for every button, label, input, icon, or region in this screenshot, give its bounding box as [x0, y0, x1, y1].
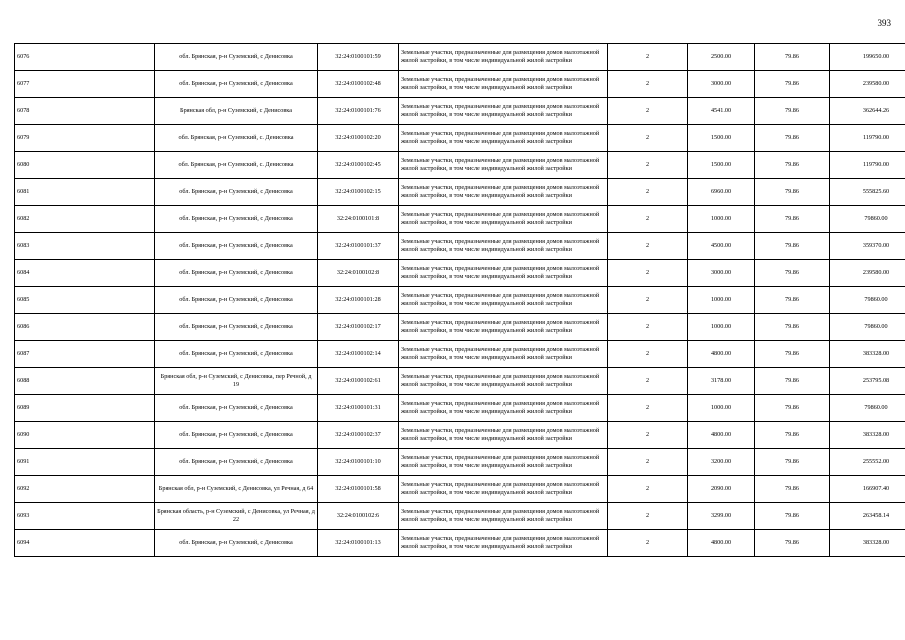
address-cell: обл. Брянская, р-н Суземский, с Денисовка [155, 260, 318, 287]
row-number-cell: 6091 [15, 449, 155, 476]
group-code-cell: 2 [608, 98, 688, 125]
cadastral-value-cell: 362644.26 [830, 98, 905, 125]
specific-value-cell: 79.86 [755, 260, 830, 287]
address-cell: Брянская обл, р-н Суземский, с Денисовка, пер Речной, д 19 [155, 368, 318, 395]
cadastral-number-cell: 32:24:0100102:20 [318, 125, 399, 152]
group-code-cell: 2 [608, 395, 688, 422]
cadastral-value-cell: 166907.40 [830, 476, 905, 503]
area-cell: 4800.00 [688, 422, 755, 449]
specific-value-cell: 79.86 [755, 233, 830, 260]
land-category-cell: Земельные участки, предназначенные для размещения домов малоэтажной жилой застройки, в том числе индивидуальной жилой застройки [399, 71, 608, 98]
area-cell: 3299.00 [688, 503, 755, 530]
group-code-cell: 2 [608, 476, 688, 503]
area-cell: 3200.00 [688, 449, 755, 476]
cadastral-value-cell: 383328.00 [830, 422, 905, 449]
group-code-cell: 2 [608, 314, 688, 341]
specific-value-cell: 79.86 [755, 368, 830, 395]
specific-value-cell: 79.86 [755, 530, 830, 557]
table-row [15, 71, 905, 98]
area-cell: 3178.00 [688, 368, 755, 395]
cadastral-value-cell: 199650.00 [830, 44, 905, 71]
cadastral-number-cell: 32:24:0100102:45 [318, 152, 399, 179]
specific-value-cell: 79.86 [755, 287, 830, 314]
area-cell: 1000.00 [688, 314, 755, 341]
row-number-cell: 6089 [15, 395, 155, 422]
land-category-cell: Земельные участки, предназначенные для размещения домов малоэтажной жилой застройки, в том числе индивидуальной жилой застройки [399, 125, 608, 152]
cadastral-value-cell: 79860.00 [830, 395, 905, 422]
specific-value-cell: 79.86 [755, 206, 830, 233]
group-code-cell: 2 [608, 179, 688, 206]
area-cell: 2090.00 [688, 476, 755, 503]
group-code-cell: 2 [608, 530, 688, 557]
specific-value-cell: 79.86 [755, 98, 830, 125]
cadastral-value-cell: 263458.14 [830, 503, 905, 530]
address-cell: обл. Брянская, р-н Суземский, с Денисовка [155, 206, 318, 233]
address-cell: обл. Брянская, р-н Суземский, с. Денисовка [155, 125, 318, 152]
cadastral-value-cell: 383328.00 [830, 341, 905, 368]
cadastral-number-cell: 32:24:0100102:17 [318, 314, 399, 341]
specific-value-cell: 79.86 [755, 503, 830, 530]
address-cell: обл. Брянская, р-н Суземский, с Денисовка [155, 179, 318, 206]
land-category-cell: Земельные участки, предназначенные для размещения домов малоэтажной жилой застройки, в том числе индивидуальной жилой застройки [399, 341, 608, 368]
specific-value-cell: 79.86 [755, 179, 830, 206]
table-row [15, 341, 905, 368]
address-cell: Брянская обл, р-н Суземский, с Денисовка, ул Речная, д 64 [155, 476, 318, 503]
row-number-cell: 6092 [15, 476, 155, 503]
cadastral-number-cell: 32:24:0100101:31 [318, 395, 399, 422]
address-cell: обл. Брянская, р-н Суземский, с Денисовка [155, 395, 318, 422]
land-category-cell: Земельные участки, предназначенные для размещения домов малоэтажной жилой застройки, в том числе индивидуальной жилой застройки [399, 287, 608, 314]
land-category-cell: Земельные участки, предназначенные для размещения домов малоэтажной жилой застройки, в том числе индивидуальной жилой застройки [399, 179, 608, 206]
row-number-cell: 6081 [15, 179, 155, 206]
cadastral-number-cell: 32:24:0100102:48 [318, 71, 399, 98]
land-category-cell: Земельные участки, предназначенные для размещения домов малоэтажной жилой застройки, в том числе индивидуальной жилой застройки [399, 260, 608, 287]
cadastral-value-cell: 239580.00 [830, 71, 905, 98]
land-category-cell: Земельные участки, предназначенные для размещения домов малоэтажной жилой застройки, в том числе индивидуальной жилой застройки [399, 422, 608, 449]
table-row [15, 422, 905, 449]
cadastral-value-cell: 239580.00 [830, 260, 905, 287]
specific-value-cell: 79.86 [755, 71, 830, 98]
specific-value-cell: 79.86 [755, 476, 830, 503]
table-row [15, 530, 905, 557]
land-category-cell: Земельные участки, предназначенные для размещения домов малоэтажной жилой застройки, в том числе индивидуальной жилой застройки [399, 98, 608, 125]
cadastral-value-cell: 119790.00 [830, 152, 905, 179]
row-number-cell: 6086 [15, 314, 155, 341]
row-number-cell: 6082 [15, 206, 155, 233]
group-code-cell: 2 [608, 233, 688, 260]
group-code-cell: 2 [608, 341, 688, 368]
row-number-cell: 6085 [15, 287, 155, 314]
address-cell: Брянская обл, р-н Суземский, с Денисовка [155, 98, 318, 125]
address-cell: Брянская область, р-н Суземский, с Денисовка, ул Речная, д 22 [155, 503, 318, 530]
address-cell: обл. Брянская, р-н Суземский, с Денисовка [155, 422, 318, 449]
table-row [15, 476, 905, 503]
cadastral-number-cell: 32:24:0100101:58 [318, 476, 399, 503]
row-number-cell: 6084 [15, 260, 155, 287]
land-registry-table [14, 43, 905, 557]
table-row [15, 44, 905, 71]
land-category-cell: Земельные участки, предназначенные для размещения домов малоэтажной жилой застройки, в том числе индивидуальной жилой застройки [399, 449, 608, 476]
land-category-cell: Земельные участки, предназначенные для размещения домов малоэтажной жилой застройки, в том числе индивидуальной жилой застройки [399, 395, 608, 422]
cadastral-number-cell: 32:24:0100102:15 [318, 179, 399, 206]
address-cell: обл. Брянская, р-н Суземский, с Денисовка [155, 341, 318, 368]
specific-value-cell: 79.86 [755, 422, 830, 449]
group-code-cell: 2 [608, 503, 688, 530]
area-cell: 3000.00 [688, 71, 755, 98]
cadastral-number-cell: 32:24:0100102:61 [318, 368, 399, 395]
group-code-cell: 2 [608, 260, 688, 287]
land-category-cell: Земельные участки, предназначенные для размещения домов малоэтажной жилой застройки, в том числе индивидуальной жилой застройки [399, 44, 608, 71]
row-number-cell: 6093 [15, 503, 155, 530]
land-category-cell: Земельные участки, предназначенные для размещения домов малоэтажной жилой застройки, в том числе индивидуальной жилой застройки [399, 503, 608, 530]
table-body [15, 44, 905, 557]
land-category-cell: Земельные участки, предназначенные для размещения домов малоэтажной жилой застройки, в том числе индивидуальной жилой застройки [399, 530, 608, 557]
cadastral-value-cell: 359370.00 [830, 233, 905, 260]
group-code-cell: 2 [608, 152, 688, 179]
table-row [15, 179, 905, 206]
cadastral-value-cell: 383328.00 [830, 530, 905, 557]
area-cell: 1500.00 [688, 152, 755, 179]
group-code-cell: 2 [608, 368, 688, 395]
area-cell: 3000.00 [688, 260, 755, 287]
cadastral-number-cell: 32:24:0100102:37 [318, 422, 399, 449]
group-code-cell: 2 [608, 287, 688, 314]
cadastral-value-cell: 255552.00 [830, 449, 905, 476]
area-cell: 4800.00 [688, 530, 755, 557]
group-code-cell: 2 [608, 206, 688, 233]
area-cell: 1000.00 [688, 395, 755, 422]
row-number-cell: 6077 [15, 71, 155, 98]
cadastral-number-cell: 32:24:0100102:14 [318, 341, 399, 368]
row-number-cell: 6083 [15, 233, 155, 260]
row-number-cell: 6079 [15, 125, 155, 152]
table-row [15, 287, 905, 314]
specific-value-cell: 79.86 [755, 125, 830, 152]
area-cell: 2500.00 [688, 44, 755, 71]
table-row [15, 314, 905, 341]
row-number-cell: 6090 [15, 422, 155, 449]
area-cell: 1000.00 [688, 206, 755, 233]
page-number: 393 [877, 18, 891, 28]
specific-value-cell: 79.86 [755, 152, 830, 179]
group-code-cell: 2 [608, 44, 688, 71]
group-code-cell: 2 [608, 422, 688, 449]
address-cell: обл. Брянская, р-н Суземский, с Денисовка [155, 287, 318, 314]
address-cell: обл. Брянская, р-н Суземский, с Денисовка [155, 314, 318, 341]
cadastral-value-cell: 555825.60 [830, 179, 905, 206]
table-row [15, 503, 905, 530]
table-row [15, 395, 905, 422]
area-cell: 6960.00 [688, 179, 755, 206]
table-row [15, 233, 905, 260]
cadastral-value-cell: 119790.00 [830, 125, 905, 152]
land-category-cell: Земельные участки, предназначенные для размещения домов малоэтажной жилой застройки, в том числе индивидуальной жилой застройки [399, 152, 608, 179]
address-cell: обл. Брянская, р-н Суземский, с Денисовка [155, 449, 318, 476]
table-row [15, 449, 905, 476]
address-cell: обл. Брянская, р-н Суземский, с. Денисовка [155, 152, 318, 179]
land-category-cell: Земельные участки, предназначенные для размещения домов малоэтажной жилой застройки, в том числе индивидуальной жилой застройки [399, 206, 608, 233]
table-row [15, 260, 905, 287]
row-number-cell: 6088 [15, 368, 155, 395]
row-number-cell: 6078 [15, 98, 155, 125]
land-category-cell: Земельные участки, предназначенные для размещения домов малоэтажной жилой застройки, в том числе индивидуальной жилой застройки [399, 314, 608, 341]
table-row [15, 125, 905, 152]
cadastral-value-cell: 79860.00 [830, 314, 905, 341]
group-code-cell: 2 [608, 449, 688, 476]
cadastral-number-cell: 32:24:0100102:8 [318, 260, 399, 287]
area-cell: 1000.00 [688, 287, 755, 314]
cadastral-number-cell: 32:24:0100101:59 [318, 44, 399, 71]
cadastral-number-cell: 32:24:0100101:13 [318, 530, 399, 557]
area-cell: 1500.00 [688, 125, 755, 152]
cadastral-number-cell: 32:24:0100101:37 [318, 233, 399, 260]
land-category-cell: Земельные участки, предназначенные для размещения домов малоэтажной жилой застройки, в том числе индивидуальной жилой застройки [399, 476, 608, 503]
address-cell: обл. Брянская, р-н Суземский, с Денисовка [155, 71, 318, 98]
address-cell: обл. Брянская, р-н Суземский, с Денисовка [155, 530, 318, 557]
specific-value-cell: 79.86 [755, 314, 830, 341]
specific-value-cell: 79.86 [755, 44, 830, 71]
cadastral-value-cell: 253795.08 [830, 368, 905, 395]
cadastral-number-cell: 32:24:0100101:76 [318, 98, 399, 125]
table-row [15, 206, 905, 233]
group-code-cell: 2 [608, 71, 688, 98]
address-cell: обл. Брянская, р-н Суземский, с Денисовка [155, 44, 318, 71]
cadastral-value-cell: 79860.00 [830, 206, 905, 233]
row-number-cell: 6094 [15, 530, 155, 557]
address-cell: обл. Брянская, р-н Суземский, с Денисовка [155, 233, 318, 260]
specific-value-cell: 79.86 [755, 341, 830, 368]
row-number-cell: 6076 [15, 44, 155, 71]
land-category-cell: Земельные участки, предназначенные для размещения домов малоэтажной жилой застройки, в том числе индивидуальной жилой застройки [399, 368, 608, 395]
table-row [15, 368, 905, 395]
area-cell: 4500.00 [688, 233, 755, 260]
specific-value-cell: 79.86 [755, 395, 830, 422]
area-cell: 4800.00 [688, 341, 755, 368]
land-category-cell: Земельные участки, предназначенные для размещения домов малоэтажной жилой застройки, в том числе индивидуальной жилой застройки [399, 233, 608, 260]
cadastral-value-cell: 79860.00 [830, 287, 905, 314]
cadastral-number-cell: 32:24:0100101:28 [318, 287, 399, 314]
cadastral-number-cell: 32:24:0100101:8 [318, 206, 399, 233]
cadastral-number-cell: 32:24:0100102:6 [318, 503, 399, 530]
area-cell: 4541.00 [688, 98, 755, 125]
row-number-cell: 6080 [15, 152, 155, 179]
group-code-cell: 2 [608, 125, 688, 152]
table-row [15, 152, 905, 179]
specific-value-cell: 79.86 [755, 449, 830, 476]
table-row [15, 98, 905, 125]
row-number-cell: 6087 [15, 341, 155, 368]
cadastral-number-cell: 32:24:0100101:10 [318, 449, 399, 476]
